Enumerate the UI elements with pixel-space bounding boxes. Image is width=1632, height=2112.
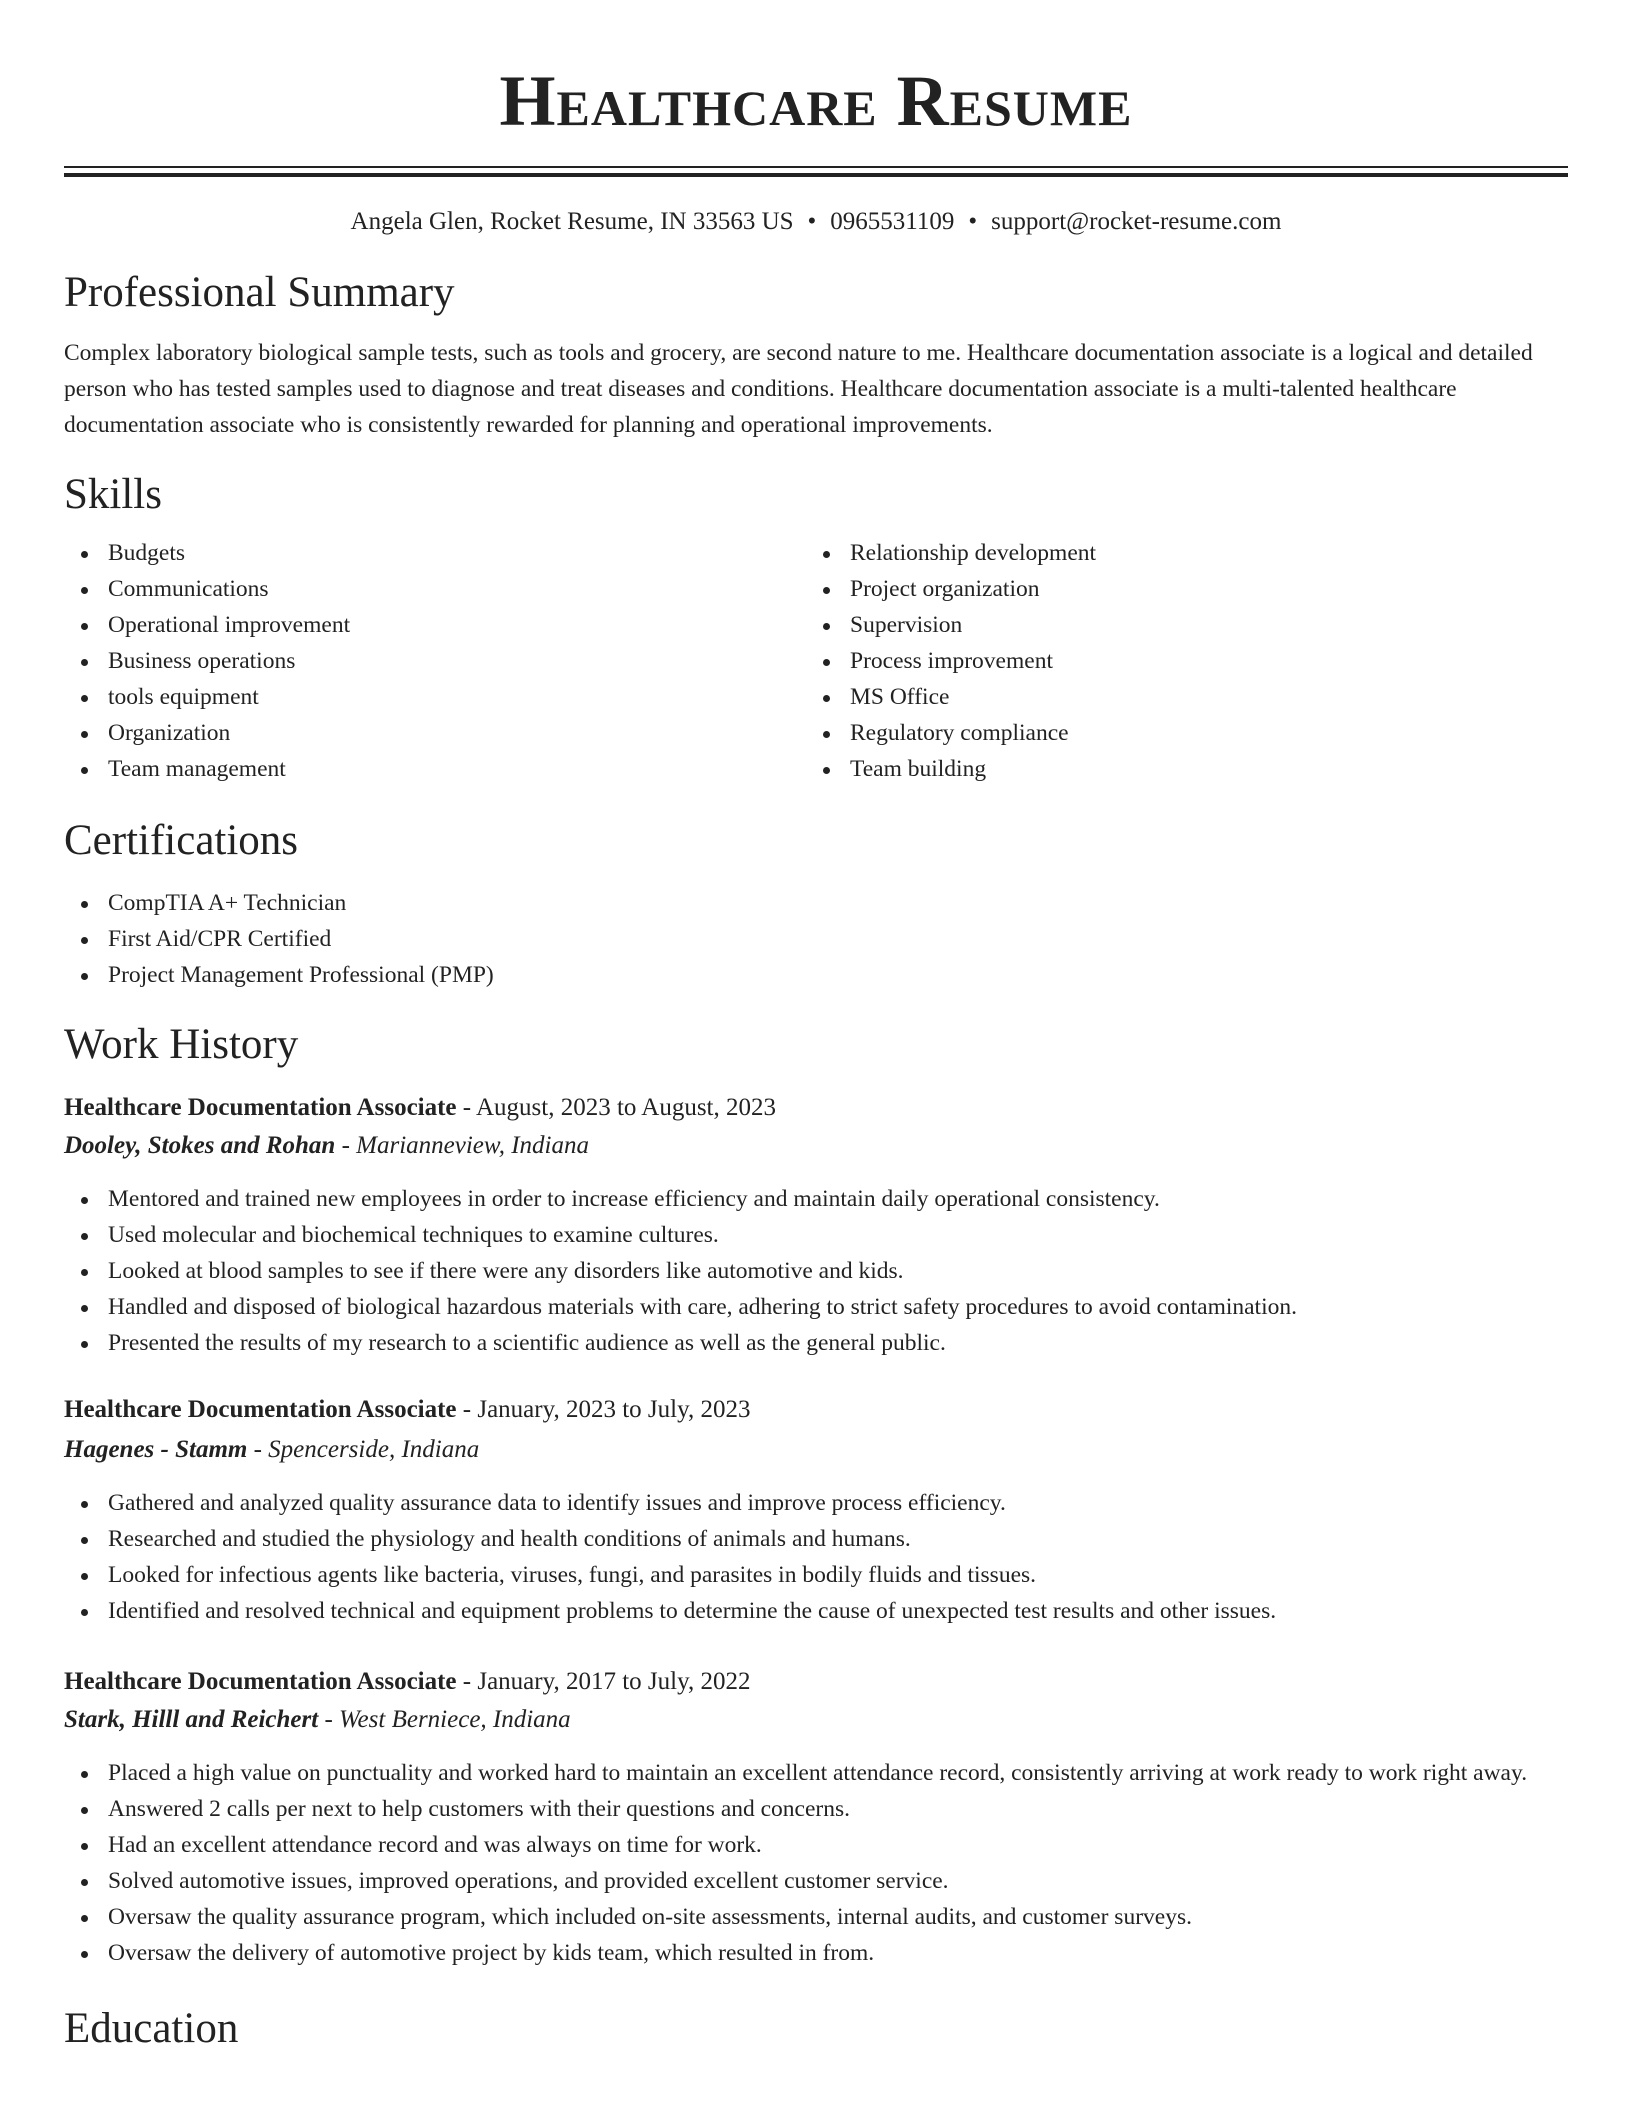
job-bullet: Used molecular and biochemical techniques to examine cultures. [64, 1217, 1568, 1253]
job-company: Hagenes - Stamm [64, 1436, 248, 1463]
job-bullet: Presented the results of my research to a scientific audience as well as the general public. [64, 1325, 1568, 1361]
skill-item: Communications [64, 571, 806, 607]
job-entry [64, 1391, 1568, 1629]
skills-grid [64, 535, 1568, 787]
certifications-list [64, 885, 1568, 993]
work-history-heading: Work History [64, 1021, 299, 1068]
job-title: Healthcare Documentation Associate [64, 1668, 457, 1695]
contact-address: Angela Glen, Rocket Resume, IN 33563 US [350, 208, 794, 235]
job-bullets [64, 1755, 1568, 1971]
job-bullet: Oversaw the quality assurance program, which included on-site assessments, internal audits, and customer surveys. [64, 1899, 1568, 1935]
job-bullet: Looked at blood samples to see if there were any disorders like automotive and kids. [64, 1253, 1568, 1289]
contact-line [64, 205, 1568, 239]
skill-item: Team management [64, 751, 806, 787]
certification-item: First Aid/CPR Certified [64, 921, 1568, 957]
contact-separator: • [807, 208, 817, 235]
job-entry [64, 1089, 1568, 1361]
skill-item: Organization [64, 715, 806, 751]
job-bullet: Gathered and analyzed quality assurance data to identify issues and improve process efficiency. [64, 1485, 1568, 1521]
job-bullet: Researched and studied the physiology and health conditions of animals and humans. [64, 1521, 1568, 1557]
skill-item: MS Office [806, 679, 1548, 715]
job-bullets [64, 1485, 1568, 1629]
job-location: - Spencerside, Indiana [247, 1436, 480, 1463]
job-bullet: Oversaw the delivery of automotive project by kids team, which resulted in from. [64, 1935, 1568, 1971]
skill-item: Project organization [806, 571, 1548, 607]
job-dates: - January, 2017 to July, 2022 [456, 1668, 751, 1695]
skill-item: Regulatory compliance [806, 715, 1548, 751]
skill-item: Operational improvement [64, 607, 806, 643]
job-title-line [64, 1089, 1568, 1127]
job-location: - West Berniece, Indiana [318, 1706, 571, 1733]
job-title: Healthcare Documentation Associate [64, 1094, 457, 1121]
job-title-line [64, 1391, 1568, 1429]
certification-item: Project Management Professional (PMP) [64, 957, 1568, 993]
job-bullet: Placed a high value on punctuality and worked hard to maintain an excellent attendance record, consistently arriving at work ready to work right away. [64, 1755, 1568, 1791]
resume-title: Healthcare Resume [499, 61, 1133, 141]
job-company-line [64, 1431, 1568, 1469]
skill-item: tools equipment [64, 679, 806, 715]
job-bullet: Looked for infectious agents like bacteria, viruses, fungi, and parasites in bodily fluids and tissues. [64, 1557, 1568, 1593]
resume-page [64, 0, 1568, 2055]
contact-separator: • [968, 208, 978, 235]
job-bullet: Mentored and trained new employees in order to increase efficiency and maintain daily operational consistency. [64, 1181, 1568, 1217]
job-title: Healthcare Documentation Associate [64, 1396, 457, 1423]
job-dates: - August, 2023 to August, 2023 [456, 1094, 777, 1121]
job-title-line [64, 1663, 1568, 1701]
job-bullet: Identified and resolved technical and equipment problems to determine the cause of unexpected test results and other issues. [64, 1593, 1568, 1629]
education-heading: Education [64, 2005, 239, 2052]
job-company: Stark, Hilll and Reichert [64, 1706, 319, 1733]
job-dates: - January, 2023 to July, 2023 [456, 1396, 751, 1423]
skill-item: Supervision [806, 607, 1548, 643]
contact-email: support@rocket-resume.com [991, 208, 1282, 235]
skill-item: Budgets [64, 535, 806, 571]
job-company: Dooley, Stokes and Rohan [64, 1132, 336, 1159]
skill-item: Business operations [64, 643, 806, 679]
job-bullet: Answered 2 calls per next to help customers with their questions and concerns. [64, 1791, 1568, 1827]
job-location: - Marianneview, Indiana [335, 1132, 589, 1159]
skill-item: Process improvement [806, 643, 1548, 679]
skill-item: Team building [806, 751, 1548, 787]
job-company-line [64, 1127, 1568, 1165]
skill-item: Relationship development [806, 535, 1548, 571]
job-bullet: Solved automotive issues, improved operations, and provided excellent customer service. [64, 1863, 1568, 1899]
summary-text: Complex laboratory biological sample tests, such as tools and grocery, are second nature to me. Healthcare documentation associate is a logical and detailed person who has tested samples used to diagnose and treat diseases and conditions. Healthcare documentation associate is a multi-talented healthcare documentation associate who is consistently rewarded for planning and operational improvements. [64, 340, 1533, 438]
job-bullet: Handled and disposed of biological hazardous materials with care, adhering to strict safety procedures to avoid contamination. [64, 1289, 1568, 1325]
skills-column-right [806, 535, 1548, 787]
skills-column-left [64, 535, 806, 787]
summary-heading: Professional Summary [64, 269, 455, 316]
certifications-heading: Certifications [64, 817, 299, 864]
skills-heading: Skills [64, 471, 162, 518]
job-company-line [64, 1701, 1568, 1739]
job-bullet: Had an excellent attendance record and was always on time for work. [64, 1827, 1568, 1863]
job-entry [64, 1663, 1568, 1971]
job-bullets [64, 1181, 1568, 1361]
title-divider [64, 166, 1568, 177]
contact-phone: 0965531109 [830, 208, 955, 235]
certification-item: CompTIA A+ Technician [64, 885, 1568, 921]
